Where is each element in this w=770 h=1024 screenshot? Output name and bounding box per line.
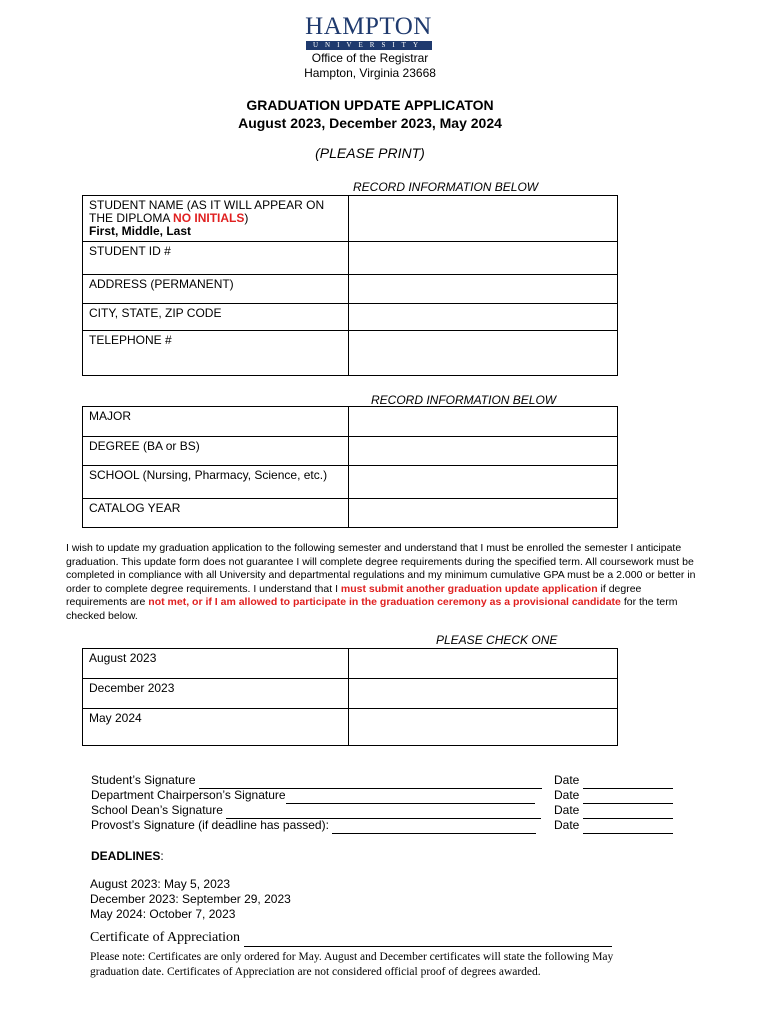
deadline-august: August 2023: May 5, 2023: [90, 877, 231, 891]
deadline-may: May 2024: October 7, 2023: [90, 907, 236, 921]
deadlines-heading: DEADLINES:: [91, 849, 164, 863]
degree-field[interactable]: [349, 437, 618, 466]
major-label: MAJOR: [83, 407, 349, 437]
school-label: SCHOOL (Nursing, Pharmacy, Science, etc.): [83, 466, 349, 499]
certificate-note-2: graduation date. Certificates of Appreciation are not considered official proof of degrees awarded.: [90, 966, 541, 978]
student-signature-line[interactable]: [199, 773, 542, 789]
student-id-field[interactable]: [349, 242, 618, 275]
certificate-line[interactable]: [244, 930, 612, 947]
date-line-3[interactable]: [583, 803, 673, 819]
office-address: Hampton, Virginia 23668: [304, 66, 436, 80]
check-one-label: PLEASE CHECK ONE: [436, 633, 558, 647]
record-info-label-1: RECORD INFORMATION BELOW: [353, 180, 539, 194]
form-title: GRADUATION UPDATE APPLICATON: [246, 97, 494, 113]
logo-subtitle: UNIVERSITY: [306, 41, 432, 50]
student-info-table: [82, 195, 618, 376]
certificate-row: Certificate of Appreciation: [90, 930, 612, 947]
term-august-label: August 2023: [83, 649, 349, 679]
address-field[interactable]: [349, 275, 618, 304]
provost-signature-line[interactable]: [332, 818, 536, 834]
agreement-paragraph: I wish to update my graduation application to the following semester and understand that I must be enrolled the semester I anticipate graduation. This update form does not guarantee I will complete degree requirements during the specified term. All coursework must be completed in compliance with all University and departmental regulations and my minimum cumulative GPA must be a 2.000 or better in order to complete degree requirements. I understand that I must submit another graduation update application if degree requirements are not met, or if I am allowed to participate in the graduation ceremony as a provisional candidate for the term checked below.: [66, 542, 696, 622]
provost-signature-row: Provost’s Signature (if deadline has passed):: [91, 818, 536, 834]
catalog-year-field[interactable]: [349, 499, 618, 528]
date-row-1: Date: [554, 773, 673, 789]
city-label: CITY, STATE, ZIP CODE: [83, 304, 349, 331]
office-name: Office of the Registrar: [311, 51, 429, 65]
term-may-label: May 2024: [83, 709, 349, 746]
telephone-label: TELEPHONE #: [83, 331, 349, 376]
city-field[interactable]: [349, 304, 618, 331]
form-terms: August 2023, December 2023, May 2024: [238, 115, 502, 131]
date-line-1[interactable]: [583, 773, 673, 789]
date-row-3: Date: [554, 803, 673, 819]
dean-signature-line[interactable]: [226, 803, 541, 819]
student-id-label: STUDENT ID #: [83, 242, 349, 275]
academic-info-table: [82, 406, 618, 528]
date-row-4: Date: [554, 818, 673, 834]
major-field[interactable]: [349, 407, 618, 437]
logo-wordmark: HAMPTON: [305, 13, 432, 40]
degree-label: DEGREE (BA or BS): [83, 437, 349, 466]
student-name-label: STUDENT NAME (AS IT WILL APPEAR ON THE DIPLOMA NO INITIALS) First, Middle, Last: [83, 196, 349, 242]
term-august-checkbox[interactable]: [349, 649, 618, 679]
date-line-4[interactable]: [583, 818, 673, 834]
chair-signature-line[interactable]: [286, 788, 535, 804]
chair-signature-row: Department Chairperson’s Signature: [91, 788, 535, 804]
term-may-checkbox[interactable]: [349, 709, 618, 746]
school-field[interactable]: [349, 466, 618, 499]
certificate-note-1: Please note: Certificates are only ordered for May. August and December certificates will state the following May: [90, 951, 614, 963]
please-print: (PLEASE PRINT): [315, 145, 425, 161]
student-signature-row: Student’s Signature: [91, 773, 542, 789]
date-row-2: Date: [554, 788, 673, 804]
telephone-field[interactable]: [349, 331, 618, 376]
date-line-2[interactable]: [583, 788, 673, 804]
record-info-label-2: RECORD INFORMATION BELOW: [371, 393, 557, 407]
catalog-year-label: CATALOG YEAR: [83, 499, 349, 528]
student-name-field[interactable]: [349, 196, 618, 242]
dean-signature-row: School Dean’s Signature: [91, 803, 541, 819]
term-check-table: [82, 648, 618, 746]
term-december-label: December 2023: [83, 679, 349, 709]
deadline-december: December 2023: September 29, 2023: [90, 892, 291, 906]
term-december-checkbox[interactable]: [349, 679, 618, 709]
address-label: ADDRESS (PERMANENT): [83, 275, 349, 304]
